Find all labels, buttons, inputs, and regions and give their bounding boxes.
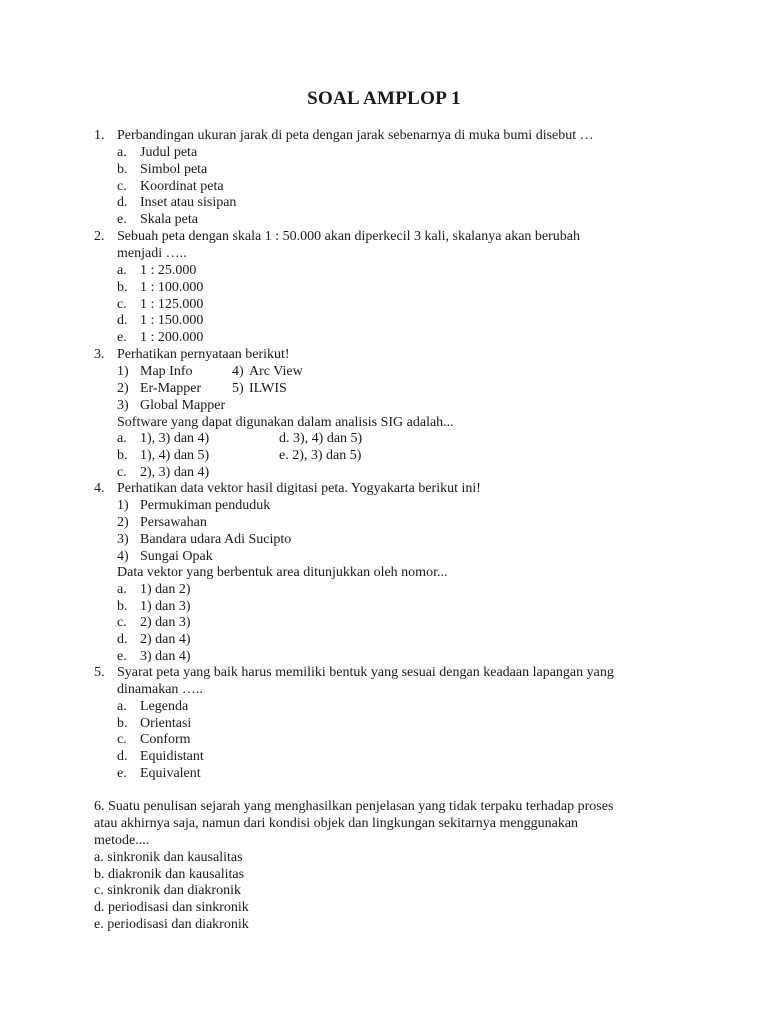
statement-text: Global Mapper: [140, 398, 226, 413]
statement-text: Bandara udara Adi Sucipto: [140, 532, 292, 547]
page-title: SOAL AMPLOP 1: [307, 88, 461, 109]
option-label: b.: [117, 599, 128, 614]
option-text: Koordinat peta: [140, 179, 224, 194]
option-label: a.: [117, 431, 127, 446]
option-label: c.: [117, 179, 127, 194]
statement-label: 3): [117, 398, 129, 413]
option-label: a.: [117, 263, 127, 278]
question-number: 5.: [94, 665, 105, 680]
question-stem-continued: dinamakan …..: [117, 682, 203, 697]
option-text: Skala peta: [140, 212, 198, 227]
option-text: Simbol peta: [140, 162, 208, 177]
option-text: 1 : 25.000: [140, 263, 197, 278]
option-text: 2) dan 3): [140, 615, 191, 630]
option-text: 1) dan 3): [140, 599, 191, 614]
question-stem: Perhatikan pernyataan berikut!: [117, 347, 290, 362]
option-label: e.: [117, 212, 127, 227]
question-stem-continued: atau akhirnya saja, namun dari kondisi objek dan lingkungan sekitarnya menggunakan: [94, 816, 579, 831]
statement-text: ILWIS: [249, 381, 287, 396]
question-number: 2.: [94, 229, 105, 244]
question-number: 1.: [94, 128, 105, 143]
question-stem: Sebuah peta dengan skala 1 : 50.000 akan diperkecil 3 kali, skalanya akan berubah: [117, 229, 581, 244]
question-prompt: Data vektor yang berbentuk area ditunjukkan oleh nomor...: [117, 565, 448, 580]
option-label: b.: [117, 448, 128, 463]
option-text: Equidistant: [140, 749, 204, 764]
option-label: c.: [117, 615, 127, 630]
option-text: 2) dan 4): [140, 632, 191, 647]
question-number: 3.: [94, 347, 105, 362]
statement-label: 1): [117, 498, 129, 513]
option-label: b.: [117, 162, 128, 177]
option-text: e. 2), 3) dan 5): [279, 448, 362, 463]
statement-text: Arc View: [249, 364, 303, 379]
option-label: b.: [117, 280, 128, 295]
question-stem-continued: metode....: [94, 833, 150, 848]
statement-text: Map Info: [140, 364, 193, 379]
option-text: 1 : 100.000: [140, 280, 204, 295]
statement-label: 1): [117, 364, 129, 379]
option-label: d.: [117, 313, 128, 328]
option-text: 1 : 150.000: [140, 313, 204, 328]
option-text: 1), 4) dan 5): [140, 448, 210, 463]
statement-text: Er-Mapper: [140, 381, 202, 396]
option-text: d. 3), 4) dan 5): [279, 431, 363, 446]
question-stem: 6. Suatu penulisan sejarah yang menghasilkan penjelasan yang tidak terpaku terhadap proses: [94, 799, 614, 814]
option-text: Equivalent: [140, 766, 201, 781]
statement-label: 4): [117, 549, 129, 564]
option-label: c.: [117, 297, 127, 312]
option-text: 1), 3) dan 4): [140, 431, 210, 446]
option-label: e.: [117, 330, 127, 345]
option-text: 3) dan 4): [140, 649, 191, 664]
option-text: Orientasi: [140, 716, 192, 731]
option-label: a.: [117, 145, 127, 160]
question-stem: Perhatikan data vektor hasil digitasi peta. Yogyakarta berikut ini!: [117, 481, 481, 496]
question-number: 4.: [94, 481, 105, 496]
option-label: c.: [117, 465, 127, 480]
option-text: 1) dan 2): [140, 582, 191, 597]
statement-text: Persawahan: [140, 515, 207, 530]
option-label: d.: [117, 195, 128, 210]
statement-text: Sungai Opak: [140, 549, 213, 564]
statement-text: Permukiman penduduk: [140, 498, 271, 513]
statement-label: 2): [117, 381, 129, 396]
question-stem-continued: menjadi …..: [117, 246, 187, 261]
option-label: d.: [117, 632, 128, 647]
statement-label: 5): [232, 381, 244, 396]
option-text: a. sinkronik dan kausalitas: [94, 850, 243, 865]
option-text: Conform: [140, 732, 191, 747]
option-text: Judul peta: [140, 145, 198, 160]
question-prompt: Software yang dapat digunakan dalam analisis SIG adalah...: [117, 415, 454, 430]
option-label: e.: [117, 649, 127, 664]
option-label: a.: [117, 582, 127, 597]
statement-label: 2): [117, 515, 129, 530]
option-label: c.: [117, 732, 127, 747]
option-label: e.: [117, 766, 127, 781]
option-text: b. diakronik dan kausalitas: [94, 867, 245, 882]
option-text: 1 : 200.000: [140, 330, 204, 345]
option-label: b.: [117, 716, 128, 731]
statement-label: 3): [117, 532, 129, 547]
question-stem: Perbandingan ukuran jarak di peta dengan jarak sebenarnya di muka bumi disebut …: [117, 128, 594, 143]
option-label: d.: [117, 749, 128, 764]
option-text: Inset atau sisipan: [140, 195, 237, 210]
statement-label: 4): [232, 364, 244, 379]
option-text: 1 : 125.000: [140, 297, 204, 312]
option-text: 2), 3) dan 4): [140, 465, 210, 480]
option-text: d. periodisasi dan sinkronik: [94, 900, 249, 915]
option-text: e. periodisasi dan diakronik: [94, 917, 249, 932]
option-label: a.: [117, 699, 127, 714]
option-text: c. sinkronik dan diakronik: [94, 883, 241, 898]
option-text: Legenda: [140, 699, 189, 714]
question-stem: Syarat peta yang baik harus memiliki bentuk yang sesuai dengan keadaan lapangan yang: [117, 665, 614, 680]
